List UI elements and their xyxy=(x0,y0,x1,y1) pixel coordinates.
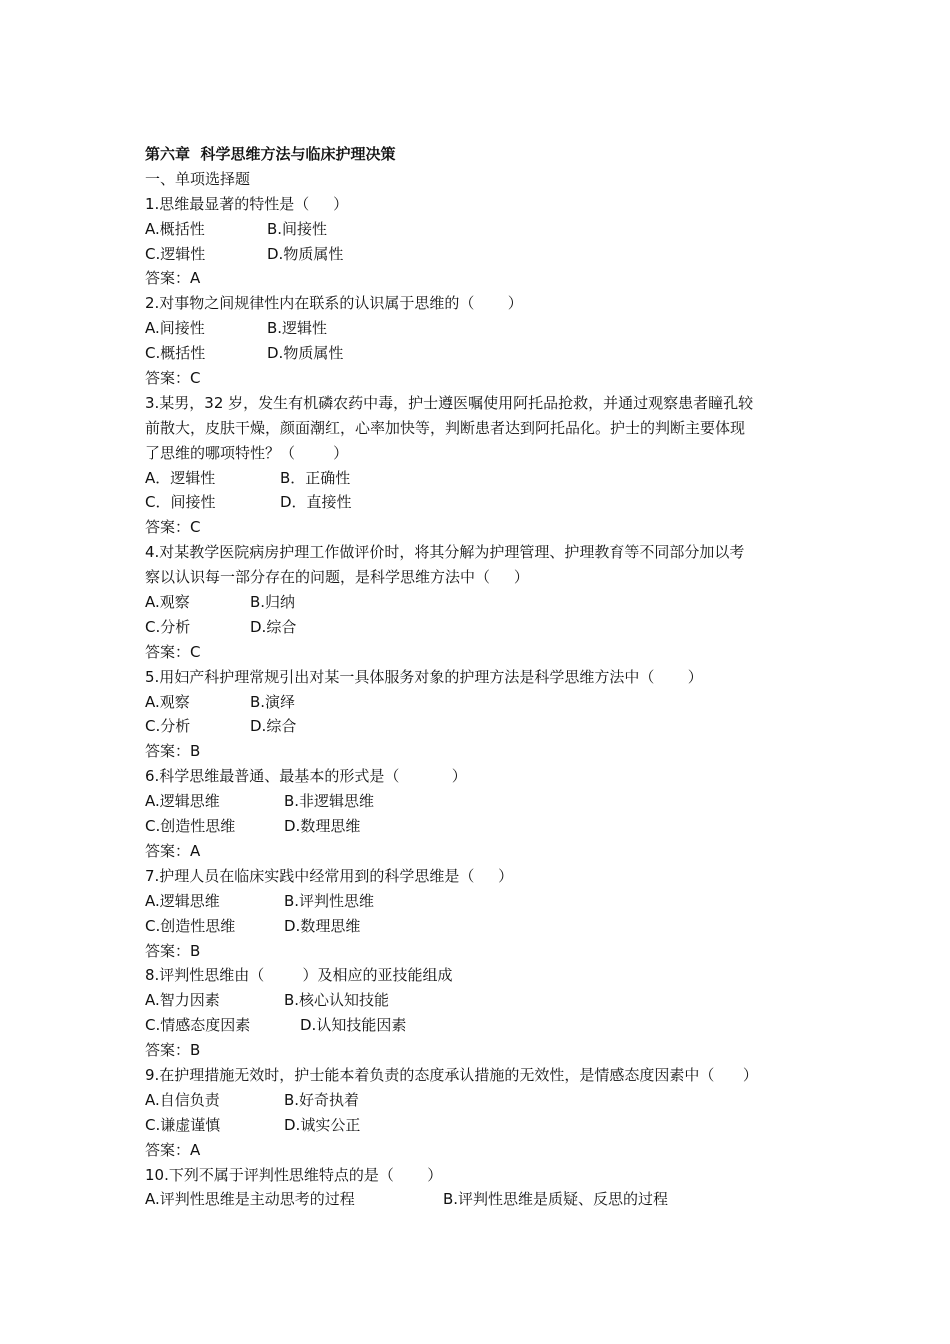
answer: 答案：C xyxy=(145,369,201,388)
option-row xyxy=(145,590,815,615)
answer: 答案：C xyxy=(145,642,201,661)
option-c: C.情感态度因素 xyxy=(145,1016,251,1035)
option-a: A．逻辑性 xyxy=(145,468,216,487)
question-stem: 3.某男，32 岁，发生有机磷农药中毒，护士遵医嘱使用阿托品抢救，并通过观察患者瞳孔较 xyxy=(145,393,754,412)
option-a: A.逻辑思维 xyxy=(145,792,220,811)
answer: 答案：B xyxy=(145,742,201,761)
option-c: C.创造性思维 xyxy=(145,817,236,836)
option-d: D．直接性 xyxy=(280,493,352,512)
option-a: A.智力因素 xyxy=(145,991,220,1010)
option-c: C.逻辑性 xyxy=(145,244,206,263)
option-b: B.归纳 xyxy=(250,593,296,612)
option-row xyxy=(145,1088,815,1113)
option-row xyxy=(145,988,815,1013)
answer: 答案：B xyxy=(145,1041,201,1060)
option-a: A.间接性 xyxy=(145,319,205,338)
question-stem: 6.科学思维最普通、最基本的形式是（ ） xyxy=(145,767,467,786)
document-body xyxy=(145,142,815,1212)
option-d: D.综合 xyxy=(250,617,297,636)
option-row xyxy=(145,1013,815,1038)
answer: 答案：C xyxy=(145,518,201,537)
question-stem: 1.思维最显著的特性是（ ） xyxy=(145,194,349,213)
option-row xyxy=(145,1113,815,1138)
question-stem: 4.对某教学医院病房护理工作做评价时，将其分解为护理管理、护理教育等不同部分加以考 xyxy=(145,543,745,562)
option-c: C.谦虚谨慎 xyxy=(145,1115,221,1134)
option-a: A.评判性思维是主动思考的过程 xyxy=(145,1190,355,1209)
answer: 答案：A xyxy=(145,269,201,288)
option-c: C.创造性思维 xyxy=(145,916,236,935)
question-stem: 10.下列不属于评判性思维特点的是（ ） xyxy=(145,1165,443,1184)
option-row xyxy=(145,242,815,267)
question-stem-cont: 前散大，皮肤干燥，颜面潮红，心率加快等，判断患者达到阿托品化。护士的判断主要体现 xyxy=(145,418,746,437)
option-c: C.分析 xyxy=(145,617,191,636)
answer: 答案：A xyxy=(145,841,201,860)
option-b: B.演绎 xyxy=(250,692,296,711)
option-b: B.逻辑性 xyxy=(267,319,328,338)
option-row xyxy=(145,490,815,515)
option-a: A.概括性 xyxy=(145,219,205,238)
option-row xyxy=(145,615,815,640)
option-b: B．正确性 xyxy=(280,468,351,487)
option-row xyxy=(145,466,815,491)
option-a: A.观察 xyxy=(145,692,190,711)
option-d: D.数理思维 xyxy=(284,817,361,836)
option-b: B.非逻辑思维 xyxy=(284,792,375,811)
section-heading: 一、单项选择题 xyxy=(145,169,251,188)
option-b: B.好奇执着 xyxy=(284,1090,360,1109)
question-stem-cont: 察以认识每一部分存在的问题，是科学思维方法中（ ） xyxy=(145,568,529,587)
option-row xyxy=(145,789,815,814)
option-d: D.数理思维 xyxy=(284,916,361,935)
option-d: D.认知技能因素 xyxy=(300,1016,407,1035)
question-stem: 5.用妇产科护理常规引出对某一具体服务对象的护理方法是科学思维方法中（ ） xyxy=(145,667,703,686)
option-c: C．间接性 xyxy=(145,493,216,512)
option-c: C.分析 xyxy=(145,717,191,736)
option-row xyxy=(145,217,815,242)
chapter-title: 第六章 科学思维方法与临床护理决策 xyxy=(145,145,396,163)
option-b: B.评判性思维是质疑、反思的过程 xyxy=(443,1190,669,1209)
answer: 答案：B xyxy=(145,941,201,960)
option-row xyxy=(145,914,815,939)
option-row xyxy=(145,690,815,715)
question-stem: 7.护理人员在临床实践中经常用到的科学思维是（ ） xyxy=(145,866,514,885)
option-d: D.综合 xyxy=(250,717,297,736)
option-row xyxy=(145,341,815,366)
question-stem: 8.评判性思维由（ ）及相应的亚技能组成 xyxy=(145,966,453,985)
question-stem: 9.在护理措施无效时，护士能本着负责的态度承认措施的无效性，是情感态度因素中（ ） xyxy=(145,1065,758,1084)
question-stem: 2.对事物之间规律性内在联系的认识属于思维的（ ） xyxy=(145,294,523,313)
option-d: D.物质属性 xyxy=(267,244,344,263)
answer: 答案：A xyxy=(145,1140,201,1159)
option-c: C.概括性 xyxy=(145,344,206,363)
option-row xyxy=(145,889,815,914)
option-d: D.物质属性 xyxy=(267,344,344,363)
option-d: D.诚实公正 xyxy=(284,1115,361,1134)
option-b: B.评判性思维 xyxy=(284,891,375,910)
option-b: B.核心认知技能 xyxy=(284,991,390,1010)
option-row xyxy=(145,1187,815,1212)
question-stem-cont: 了思维的哪项特性？（ ） xyxy=(145,443,349,462)
option-row xyxy=(145,814,815,839)
option-a: A.自信负责 xyxy=(145,1090,220,1109)
option-a: A.逻辑思维 xyxy=(145,891,220,910)
option-row xyxy=(145,714,815,739)
option-row xyxy=(145,316,815,341)
option-b: B.间接性 xyxy=(267,219,328,238)
option-a: A.观察 xyxy=(145,593,190,612)
